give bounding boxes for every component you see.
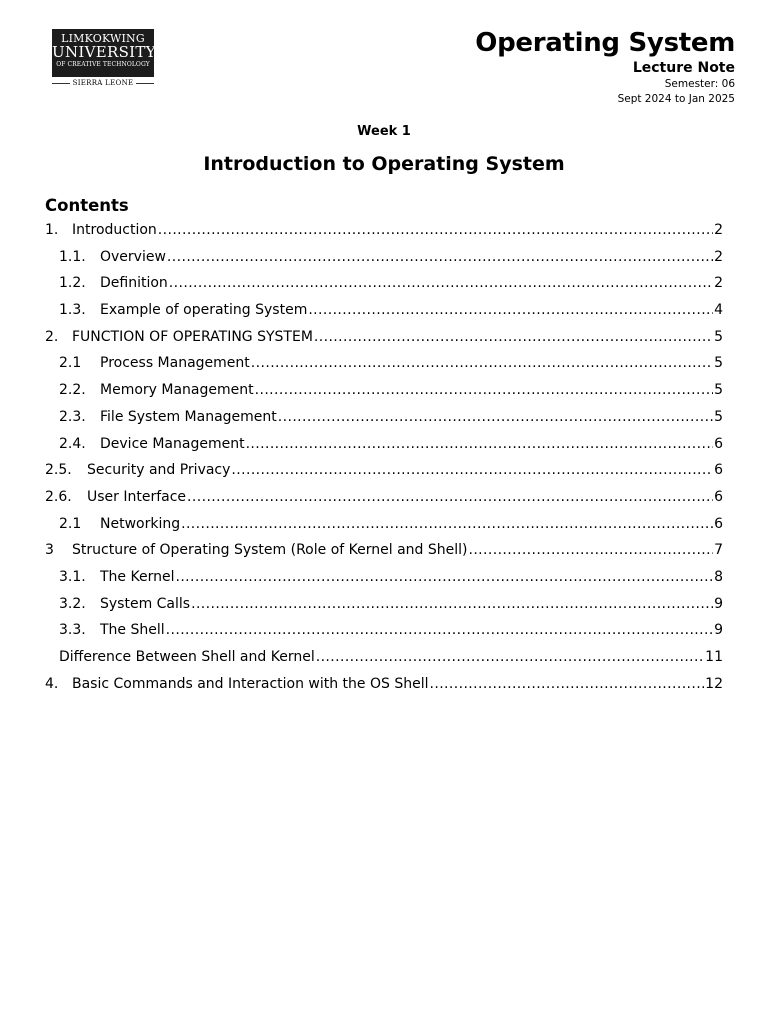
toc-entry-label: Difference Between Shell and Kernel [59, 649, 315, 665]
toc-entry-label: Overview [100, 248, 166, 265]
toc-page-number: 8 [714, 568, 723, 585]
toc-entry-label: Networking [100, 515, 181, 532]
toc-dot-leader [308, 297, 713, 324]
toc-dot-leader [251, 350, 713, 377]
toc-dot-leader [158, 217, 713, 244]
toc-entry-number: 3.2. [59, 595, 86, 612]
toc-entry[interactable] [45, 591, 723, 618]
toc-entry-label: Definition [100, 275, 168, 292]
toc-page-number: 6 [714, 462, 723, 479]
period-text: Sept 2024 to Jan 2025 [617, 93, 735, 105]
toc-entry-label: The Shell [100, 622, 165, 639]
toc-page-number: 12 [705, 675, 723, 692]
toc-page-number: 5 [714, 382, 723, 399]
toc-page-number: 6 [714, 435, 723, 452]
toc-entry-number: 2.4. [59, 435, 86, 452]
toc-dot-leader [166, 617, 713, 644]
logo-block [52, 29, 154, 77]
toc-entry-number: 4. [45, 675, 59, 692]
toc-entry-label: The Kernel [100, 568, 175, 585]
logo-location [52, 79, 154, 87]
toc-entry[interactable] [45, 324, 723, 351]
toc-entry-number: 2.5. [45, 462, 72, 479]
toc-dot-leader [255, 377, 713, 404]
toc-entry-number: 2.2. [59, 382, 86, 399]
page-title: Introduction to Operating System [203, 153, 565, 175]
table-of-contents [45, 217, 723, 697]
toc-entry-label: Example of operating System [100, 302, 308, 319]
toc-entry[interactable] [45, 617, 723, 644]
toc-entry[interactable] [45, 270, 723, 297]
toc-entry-label: File System Management [100, 408, 277, 425]
toc-dot-leader [169, 270, 713, 297]
toc-entry[interactable] [45, 671, 723, 698]
toc-entry[interactable] [45, 511, 723, 538]
toc-entry[interactable] [45, 244, 723, 271]
toc-entry[interactable] [45, 377, 723, 404]
document-subtitle: Lecture Note [632, 60, 735, 76]
toc-entry-label: Memory Management [100, 382, 254, 399]
toc-entry[interactable] [45, 350, 723, 377]
toc-entry[interactable] [45, 484, 723, 511]
toc-page-number: 5 [714, 408, 723, 425]
logo-rule-left [52, 83, 70, 84]
toc-dot-leader [430, 671, 705, 698]
toc-entry[interactable] [45, 457, 723, 484]
toc-entry-label: FUNCTION OF OPERATING SYSTEM [72, 328, 313, 345]
logo-rule-right [136, 83, 154, 84]
toc-entry-label: Basic Commands and Interaction with the OS Shell [72, 675, 429, 692]
toc-dot-leader [278, 404, 713, 431]
toc-entry-number: 3.1. [59, 568, 86, 585]
toc-page-number: 9 [714, 622, 723, 639]
toc-entry-number: 3 [45, 542, 54, 559]
contents-heading: Contents [45, 196, 129, 215]
toc-entry-number: 2.6. [45, 488, 72, 505]
logo-line-4: SIERRA LEONE [72, 79, 134, 87]
toc-page-number: 6 [714, 515, 723, 532]
toc-entry-label: Process Management [100, 355, 250, 372]
toc-dot-leader [191, 591, 713, 618]
toc-page-number: 7 [714, 542, 723, 559]
toc-entry[interactable] [45, 404, 723, 431]
toc-entry-label: System Calls [100, 595, 191, 612]
toc-entry-number: 2.1 [59, 355, 82, 372]
toc-entry-number: 1. [45, 222, 59, 238]
toc-page-number: 11 [705, 649, 723, 665]
toc-dot-leader [167, 244, 713, 271]
toc-dot-leader [187, 484, 713, 511]
toc-page-number: 5 [714, 355, 723, 372]
toc-entry-number: 1.3. [59, 302, 86, 319]
toc-entry[interactable] [45, 537, 723, 564]
logo-line-2: UNIVERSITY [52, 43, 156, 61]
toc-dot-leader [231, 457, 713, 484]
toc-entry-number: 3.3. [59, 622, 86, 639]
toc-entry-label: User Interface [87, 488, 187, 505]
toc-dot-leader [246, 431, 714, 458]
logo-line-3: OF CREATIVE TECHNOLOGY [56, 61, 150, 68]
toc-page-number: 5 [714, 328, 723, 345]
document-title: Operating System [475, 28, 735, 58]
toc-entry[interactable] [45, 217, 723, 244]
toc-page-number: 2 [714, 248, 723, 265]
toc-page-number: 2 [714, 275, 723, 292]
toc-entry[interactable] [45, 564, 723, 591]
semester-text: Semester: 06 [664, 78, 735, 90]
toc-entry-number: 1.1. [59, 248, 86, 265]
university-logo [52, 29, 156, 87]
toc-page-number: 9 [714, 595, 723, 612]
toc-dot-leader [468, 537, 713, 564]
toc-entry-number: 2.1 [59, 515, 82, 532]
toc-entry-number: 2.3. [59, 408, 86, 425]
toc-page-number: 6 [714, 488, 723, 505]
toc-page-number: 4 [714, 302, 723, 319]
toc-entry[interactable] [45, 297, 723, 324]
toc-dot-leader [316, 644, 704, 671]
toc-dot-leader [314, 324, 713, 351]
toc-entry-number: 1.2. [59, 275, 86, 292]
week-label: Week 1 [357, 124, 411, 139]
toc-entry-number: 2. [45, 328, 59, 345]
toc-dot-leader [175, 564, 713, 591]
toc-entry-label: Introduction [72, 222, 157, 238]
logo-line-1: LIMKOKWING [61, 32, 145, 45]
toc-entry[interactable] [45, 431, 723, 458]
toc-dot-leader [181, 511, 713, 538]
toc-entry-label: Security and Privacy [87, 462, 231, 479]
toc-entry-label: Structure of Operating System (Role of Kernel and Shell) [72, 542, 468, 559]
toc-entry[interactable] [45, 644, 723, 671]
toc-entry-label: Device Management [100, 435, 245, 452]
toc-page-number: 2 [714, 222, 723, 238]
